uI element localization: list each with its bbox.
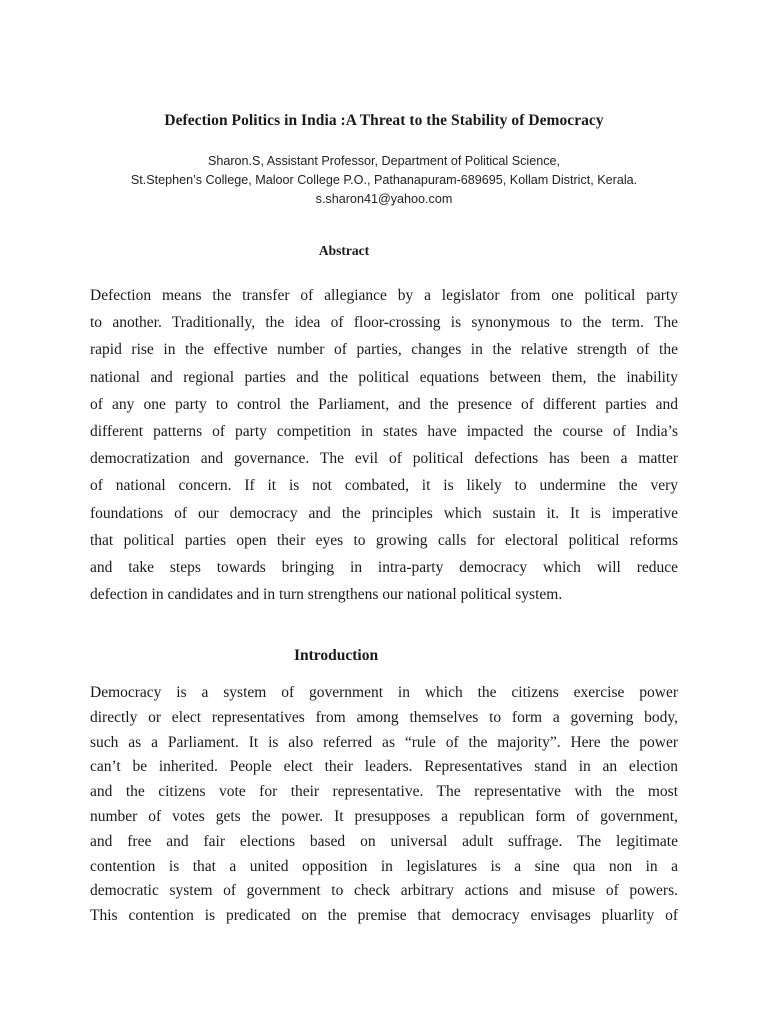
abstract-text-line: national and regional parties and the political equations between them, the inability bbox=[90, 368, 678, 386]
abstract-text-line: democratization and governance. The evil of political defections has been a matter bbox=[90, 450, 678, 468]
author-block bbox=[0, 152, 768, 209]
introduction-text-line: democratic system of government to check arbitrary actions and misuse of powers. bbox=[90, 882, 678, 900]
abstract-body bbox=[90, 282, 678, 608]
paper-title: Defection Politics in India :A Threat to the Stability of Democracy bbox=[164, 112, 604, 129]
introduction-text-line: can’t be inherited. People elect their leaders. Representatives stand in an election bbox=[90, 758, 678, 776]
abstract-text-line: rapid rise in the effective number of parties, changes in the relative strength of the bbox=[90, 341, 678, 359]
introduction-text-line: such as a Parliament. It is also referred as “rule of the majority”. Here the power bbox=[90, 733, 678, 751]
author-email: s.sharon41@yahoo.com bbox=[315, 192, 453, 206]
introduction-text-line: number of votes gets the power. It presupposes a republican form of government, bbox=[90, 807, 678, 825]
author-affiliation-line-1: Sharon.S, Assistant Professor, Department of Political Science, bbox=[207, 154, 561, 168]
abstract-text-line: foundations of our democracy and the principles which sustain it. It is imperative bbox=[90, 504, 678, 522]
abstract-text-line: that political parties open their eyes to growing calls for electoral political reforms bbox=[90, 531, 678, 549]
abstract-text-line: different patterns of party competition in states have impacted the course of India’s bbox=[90, 423, 678, 441]
abstract-text-line: and take steps towards bringing in intra-party democracy which will reduce bbox=[90, 559, 678, 577]
abstract-text-line: to another. Traditionally, the idea of floor-crossing is synonymous to the term. The bbox=[90, 314, 678, 332]
introduction-heading: Introduction bbox=[293, 647, 379, 664]
introduction-text-line: This contention is predicated on the premise that democracy envisages pluarlity of bbox=[90, 907, 678, 925]
abstract-text-line: Defection means the transfer of allegiance by a legislator from one political party bbox=[90, 287, 678, 304]
introduction-text-line: directly or elect representatives from among themselves to form a governing body, bbox=[90, 708, 678, 726]
introduction-text-line: and free and fair elections based on universal adult suffrage. The legitimate bbox=[90, 832, 678, 850]
abstract-text-line: of any one party to control the Parliament, and the presence of different parties and bbox=[90, 395, 678, 413]
introduction-text-line: and the citizens vote for their representative. The representative with the most bbox=[90, 783, 678, 801]
abstract-text-line: of national concern. If it is not combated, it is likely to undermine the very bbox=[90, 477, 678, 495]
abstract-heading: Abstract bbox=[318, 243, 370, 258]
introduction-body bbox=[90, 681, 678, 929]
introduction-text-line: Democracy is a system of government in which the citizens exercise power bbox=[90, 684, 678, 701]
abstract-text-line: defection in candidates and in turn strengthens our national political system. bbox=[90, 586, 563, 604]
introduction-text-line: contention is that a united opposition in legislatures is a sine qua non in a bbox=[90, 857, 678, 875]
author-affiliation-line-2: St.Stephen’s College, Maloor College P.O., Pathanapuram-689695, Kollam District, Kerala. bbox=[130, 173, 638, 187]
